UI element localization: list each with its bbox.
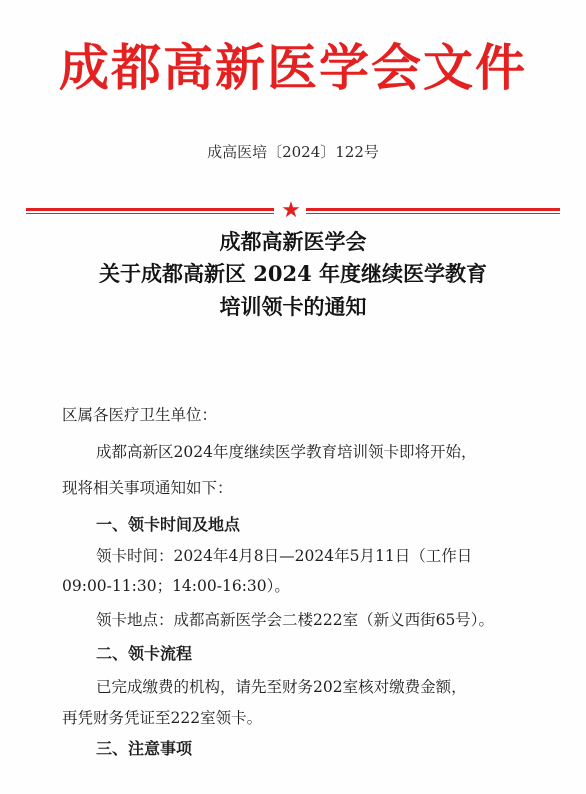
notice-title-line-2: 关于成都高新区 2024 年度继续医学教育	[98, 261, 488, 286]
notice-title-line-1: 成都高新医学会	[219, 229, 367, 254]
document-number: 成高医培〔2024〕122号	[207, 143, 379, 161]
section2-line-1: 已完成缴费的机构，请先至财务202室核对缴费金额，	[96, 678, 467, 696]
red-divider-left	[26, 208, 274, 216]
intro-paragraph-line-1: 成都高新区2024年度继续医学教育培训领卡即将开始，	[96, 443, 477, 461]
intro-paragraph-line-2: 现将相关事项通知如下：	[62, 479, 233, 497]
section1-time-line-1: 领卡时间：2024年4月8日—2024年5月11日（工作日	[96, 547, 473, 565]
section-heading-2: 二、领卡流程	[96, 644, 193, 663]
notice-title-line-3: 培训领卡的通知	[219, 294, 367, 319]
section1-place: 领卡地点：成都高新医学会二楼222室（新义西街65号）。	[96, 611, 495, 629]
section-heading-1: 一、领卡时间及地点	[96, 515, 241, 534]
section2-line-2: 再凭财务凭证至222室领卡。	[62, 709, 263, 727]
section1-time-line-2: 09:00-11:30；14:00-16:30）。	[62, 577, 290, 595]
masthead-title: 成都高新医学会文件	[59, 38, 527, 97]
section-heading-3: 三、注意事项	[96, 739, 193, 758]
star-icon: ★	[281, 198, 301, 223]
red-divider-right	[306, 208, 560, 216]
salutation: 区属各医疗卫生单位：	[62, 406, 218, 424]
